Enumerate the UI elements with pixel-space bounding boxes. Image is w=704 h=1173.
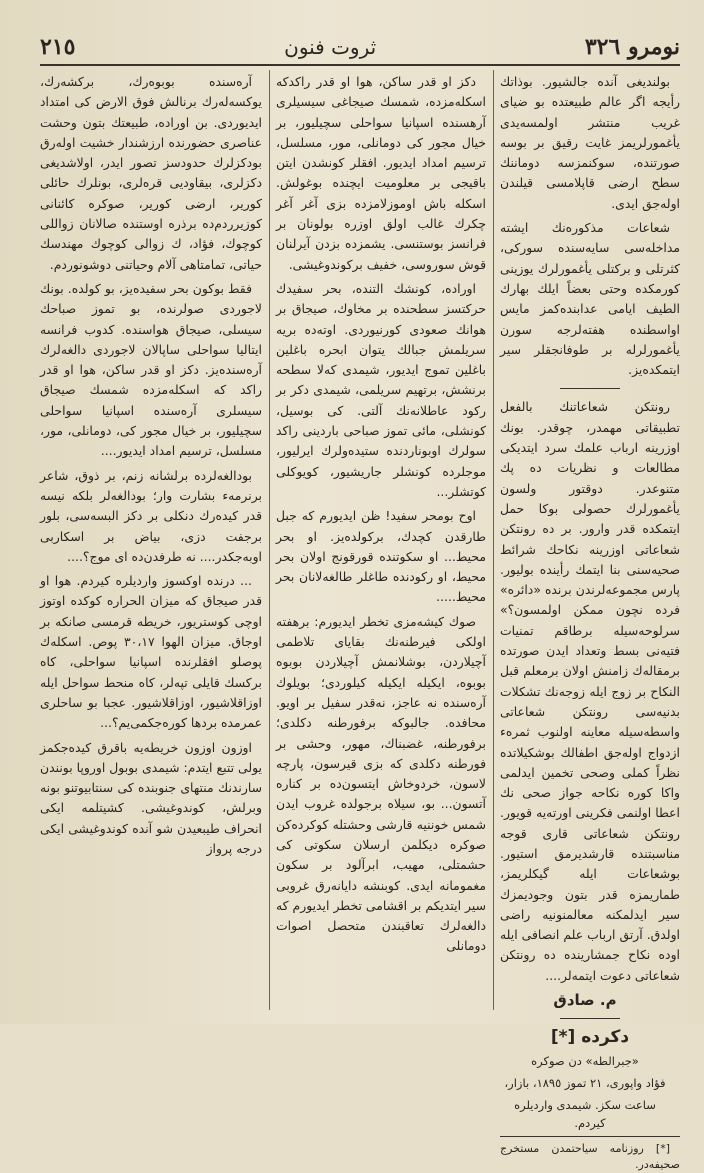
footnote: [*] روزنامه سياحتمدن مستخرج صحيفه‌در. [500, 1136, 680, 1173]
paragraph: آره‌سنده بوبوه‌رك، بركشه‌رك، يوكسه‌له‌رك برنالش فوق الارض كى امتداد ايديوردى. بن اوراده، طبيعتك بتون وحشت عناصرى حضورنده ارزشندار خشيت اوله‌رق بودكزلرك حدودسز تصور ايدر، اولاشديغى دكزلرى، بيقاوديى قرەلرى، بونلرك حائلى كورير، ارضى كورير، صوكره كائنانى كوزيرردم‌ده برذره اوستنده صالانان زواللى كوچوك، فؤاد، ك زوالى كوچوك مهندسك حياتى، تمامتاهى آلام وحياتنى دوشونوردم. [40, 74, 262, 272]
paragraph: شعاعات مذكوره‌نك ايشته مداخله‌سى سايه‌سنده سوركى، كثرتلى و بركتلى يأغمورلرك يوزينى كورمكده وحتى بعضاً ايلك بهارك الطيف ايامى عدابنده‌كمز مايس اواسطنده هفته‌لرجه سورن يأغمورلرله بر طوفانجقلر سير ايتمكده‌يز. [500, 220, 680, 378]
header-rule [40, 64, 680, 66]
column-right [500, 72, 680, 1171]
section-title: دكرده [*] [550, 1027, 630, 1048]
author-signature: م. صادق [553, 991, 617, 1010]
paragraph: صوك كيشه‌مزى تخطر ايديورم: برهفته اولكى فيرطنه‌نك بقاياى تلاطمى آچيلاردن، بوشلانمش آچيلاردن بوبوه بوبوه، ايكيله ايكيله كيلوردى؛ بويلوك آره‌سنده نه عاجز، نه‌قدر سفيل بر اويو. محافده. جالبوكه برفورطنه دكلدى؛ برفورطنه، غضبناك، مهور، وحشى بر فورطنه دكلدى كه بزى قيرسون، پارچه لاسون، خردوخاش ايتسون‌ده بر كناره آتسون... بو، سيلاه برجولده غروب ايدن شمس خوننيه قارشى وحشتله كوكرده‌كن صوكره ديكلمن ارسلان سكوتى كى حشمتلى، مهيب، ابرآلود بر سكون مغمومانه ايدى. كوبنشه دايانه‌رق غروبى سير ايتديكم بر اقشامى تخطر ايديورم كه دالغه‌لرك تعاقبندن متحصل اصوات دومانلى [276, 613, 486, 954]
column-left [40, 72, 262, 1007]
paragraph: اوراده، كونشك التنده، بحر سفيدك حركتسز سطحنده بر مخاوك، صيجاق بر هوانك صعودى كورنيوردى. اوته‌ده بريه سريلمش جبالك يتوان ابحره باغلين باغلين تموج ايديور، شيمدى كه‌لا سطحه برنشش، برتهيم سريلمى، شيمدى دكر بر ركود عاطلانه‌نك آلتى. كى بوسيل، كونشلى، مائى تموز صباحى باردينى راكد سولرك اوبوناردنده ستيده‌ولرك ايرليور، موجلرده كونشلر جاريشيور، كويوكلى كوتشلر... [276, 280, 486, 499]
dateline-line: «جبرالطه» دن صوكره [531, 1053, 639, 1068]
column-divider [493, 70, 494, 1010]
paragraph: دكز او قدر ساكن، هوا او قدر راكدكه اسكله‌مزده، شمسك صيجاغى سيسيلرى آرهسنده اسپانيا سواحلى سچيليور، بر خيال مجور كى دومانلى، مور، مسلسل، ترسيم امداد ايديور. افقلر كونشدن ايتن باقيجى بر معلوميت ايچنده بوغولش. اسكله باش اوموزلامزده بزى آغر آغر چكرك غالب اولق اوزره بولونان بر فرانسز بوستنسى. يشمزده بزدن آيرلنان قوش سوروسى، خفيف بركوندوغيشى. [276, 74, 486, 272]
issue-number: نومرو ٣٢٦ [584, 34, 680, 60]
paragraph: فقط بوكون بحر سفيده‌يز، بو كولده. بونك لاجوردى صولرنده، بو تموز صباحك سيسلى، صيجاق هواسنده. كدوب فرانسه ايتاليا سواحلى ساپالان لاجوردى دالغه‌لرك آره‌سنده‌يز. دكز او قدر ساكن، هوا او قدر راكد كه اسكله‌مزده شمسك صيجاق سيسلرى آره‌سنده اسپانيا سواحلى سچيليور، بر خيال مجور كى، دومانلى، مور، مسلسل، ترسيم امداد ايديور.... [40, 280, 262, 459]
column-middle [276, 72, 486, 1007]
section-divider [560, 1018, 620, 1019]
paragraph: بولنديغى آنده جالشيور. بوذاتك رأيجه اگر عالم طبيعتده بو ضياى غريب منتشر اولمسه‌يدى يأغمورلريمز غايت رقيق بر بوسه صورتنده، سوكنمزسه دوماننك سطح ارضى قاپلامسى قيلندن اوله‌جق ايدى. [500, 74, 680, 211]
paragraph: اوح بومحر سفيد! ظن ايديورم كه جبل طارقدن كچدك، بركولده‌يز. او بحر محيط... او سكوتنده قورقونج اولان بحر محيط، او ركودنده طاغلر طالغه‌لانان بحر محيط..... [276, 508, 486, 605]
masthead: ثروت فنون [284, 35, 377, 59]
paragraph: اوزون اوزون خريطه‌يه باقرق كيده‌جكمز يولى تتبع ايتدم: شيمدى بوبول اوروپا بونندن سارندنك منتهاى جنوبنده كى سنتابيوتنو بونه وبرلش، كوندوغيشى. كشيتلمه ايكى انحراف طيبعيدن شو آنده كوندوغيشى ايكى درجه پرواز [40, 739, 262, 856]
paragraph: بودالغه‌لرده برلشانه زنم، بر ذوق، شاعر برنرمه‌ء بشارت وار؛ بودالغه‌لر بلكه نيسه قدر كيده‌رك دنكلى بر دكز البسه‌سى، بلور برجفت دزى، بياض بر اسكاربى اوبه‌جكدر.... نه طرفدن‌ده اى موج؟.... [40, 467, 262, 564]
dateline-line: فؤاد واپورى، ٢١ تموز ١٨٩٥، بازار، [504, 1075, 666, 1090]
paragraph: رونتكن شعاعاتنك بالفعل تطبيقاتى مهمدر، چوقدر. بونك اوزرينه ارباب علمك سرد ايتديكى مطالعات و نظريات ده پك متنوعدر. دوقتور ولسون يأغمورلرك حصولى بوكا حمل ايتمكده قدر وارور. بر ده رونتكن شعاعاتى اوزرينه نكاحك شرائط صحيه‌سنى بنا ايتمك رأينده بوليور. پارس مجموعه‌لرندن برنده «دائره» فرده نچون ممكن اولمسون؟» سرلوحه‌سيله برطاقم تمنيات فتيه‌نى بسط وتعداد ايدن صورتده برمقاله‌ك زامنش اولان برمعلم قبل النكاح بر زوج ايله زوجه‌نك تشكلات بدنيه‌سى رونتكن شعاعاتى واسطه‌سيله معاينه اولنوب ثمره‌ء ازدواج اوله‌جق اطفالك بوشكيلاتده نظراً كملى وصحى تخمين ايدلمى واكا كوره نكاحه جواز صحى نك اعطا اولنمى فكرينى اورته‌يه قويور. رونتكن شعاعاتى قارى قوجه مناسبتنده قارشديرمق استيور. بوشعاعات ايله گيكلريمز، طماريمزه قدر بتون وجوديمزك سير ايدلمكنه معالمنونيه راضى اولدق. آرتق ارباب علم انصافى ايله اوده نكاح جمشارينده ده رونتكن شعاعاتى دعوت ايتمه‌لر.... [500, 399, 680, 983]
section-divider [560, 388, 620, 389]
column-divider [269, 70, 270, 1010]
paragraph: ... درنده اوكسوز وارديلره كيردم. هوا او قدر صيجاق كه ميزان الحراره كوكده اوتوز اوچى كوستريور، خريطه قرمسى صانكه بر اوجاق. ميزان الهوا ٣٠،١٧ پوص. اسكله‌ك پوصلو افقلرنده اسپانيا سواحلى، كاه بركسك قايلى تپه‌لر، كاه منحط سواحل ايله اوزاقلاشيور، اوزاقلاشيور. عجبا بو ساحلرى عمرمده بردها كوره‌جكمى‌يم؟... [40, 573, 262, 731]
page-number: ٢١٥ [40, 34, 76, 60]
page-header [40, 30, 680, 64]
dateline-line: ساعت سكز. شيمدى وارديلره كيردم. [514, 1097, 656, 1130]
